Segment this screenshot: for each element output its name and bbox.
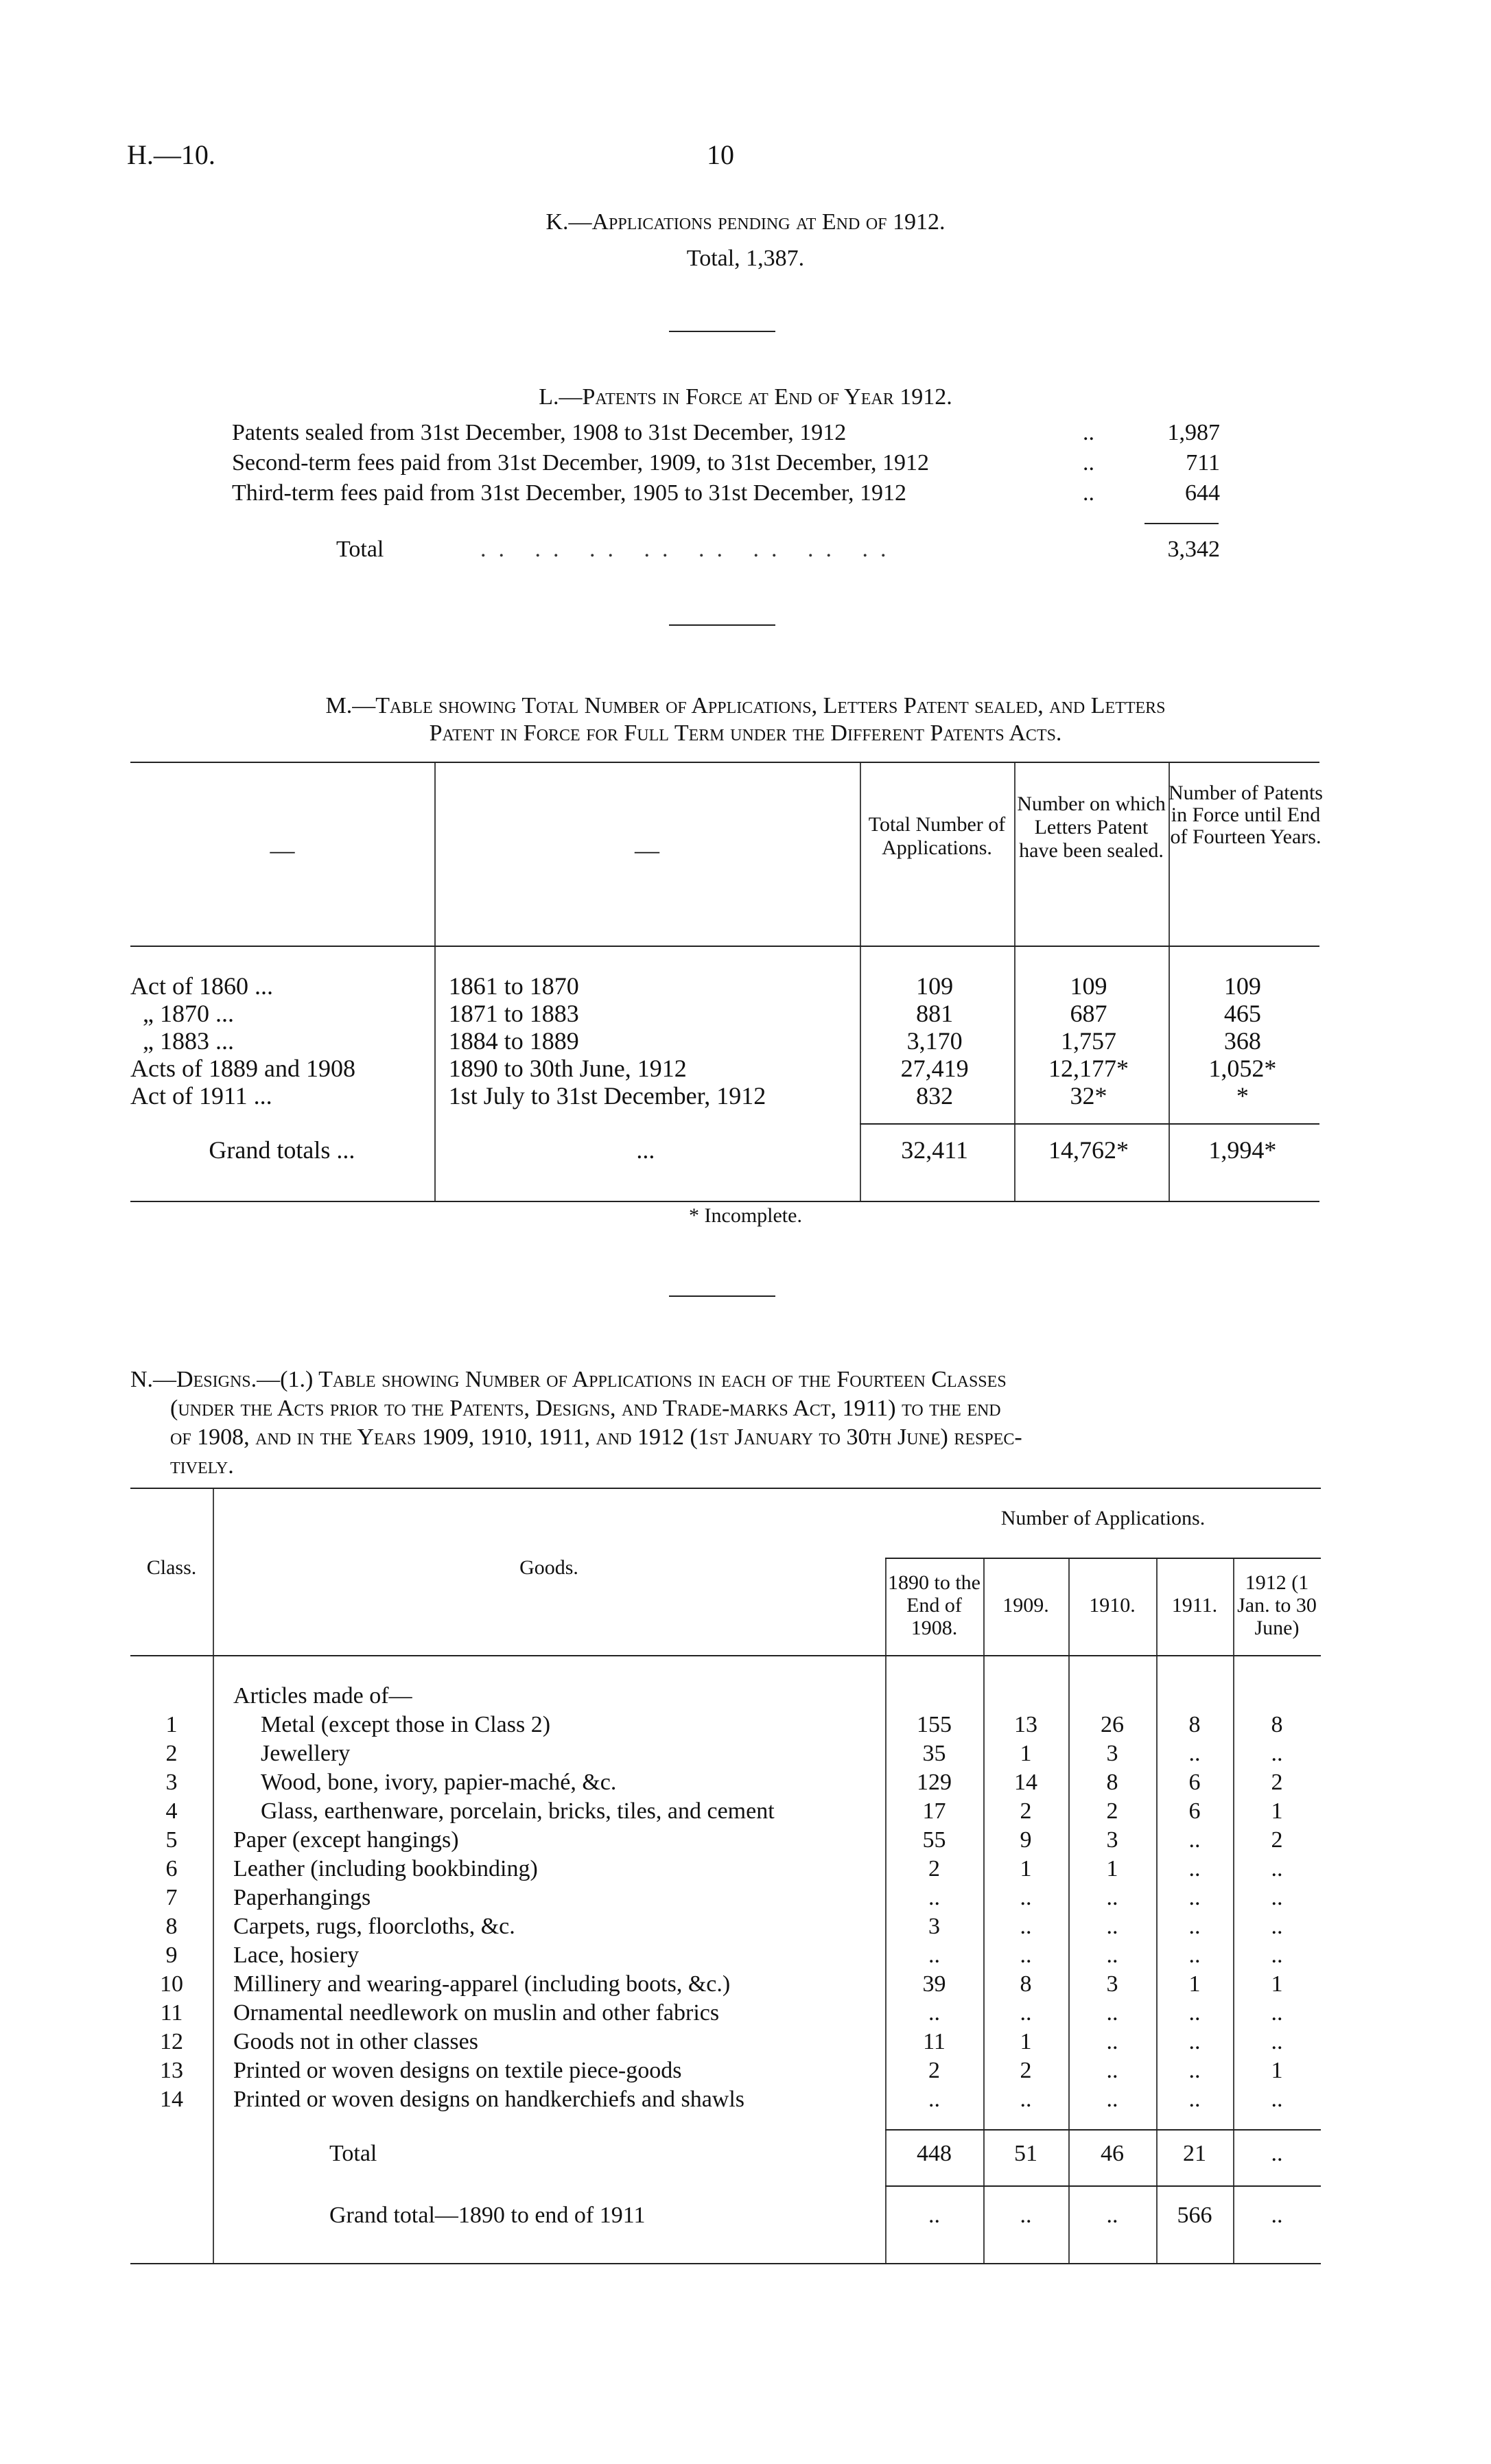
table-n-header-y4: 1911. <box>1171 1594 1218 1617</box>
apps-cell: 27,419 <box>900 1055 969 1082</box>
goods-cell: Printed or woven designs on textile piece-goods <box>233 2058 682 2083</box>
class-cell: 4 <box>165 1798 178 1824</box>
y3-cell: .. <box>1106 2000 1118 2026</box>
class-cell: 6 <box>165 1856 178 1881</box>
goods-cell: Metal (except those in Class 2) <box>261 1712 551 1737</box>
y2-cell: .. <box>1020 1943 1032 1968</box>
y2-cell: 1 <box>1020 2029 1032 2054</box>
y3-cell: 1 <box>1106 1856 1118 1881</box>
period-cell: 1861 to 1870 <box>448 972 579 1000</box>
class-cell: 12 <box>160 2029 183 2054</box>
table-row <box>130 1827 1321 1856</box>
section-m-title-line1: M.—Table showing Total Number of Applications, Letters Patent sealed, and Letters <box>325 693 1166 718</box>
act-cell: „ 1870 ... <box>143 1000 234 1027</box>
y5-cell: 8 <box>1271 1712 1283 1737</box>
y5-cell: 1 <box>1271 1798 1283 1824</box>
section-n-title-line4: tively. <box>170 1453 234 1479</box>
class-cell: 1 <box>165 1712 178 1737</box>
y3-cell: 2 <box>1106 1798 1118 1824</box>
y3-cell: .. <box>1106 2058 1118 2083</box>
table-row <box>130 1081 1319 1109</box>
goods-cell: Printed or woven designs on handkerchiefs and shawls <box>233 2087 745 2112</box>
goods-cell: Leather (including bookbinding) <box>233 1856 538 1881</box>
table-m-grand-row <box>130 1136 1319 1164</box>
y2-cell: .. <box>1020 1914 1032 1939</box>
table-n-header-y5: 1912 (1 Jan. to 30 June) <box>1237 1571 1317 1639</box>
table-row <box>130 2087 1321 2115</box>
y4-cell: .. <box>1188 1856 1201 1881</box>
sum-rule <box>1144 523 1219 524</box>
y3-cell: 3 <box>1106 1971 1118 1997</box>
y2-cell: 1 <box>1020 1856 1032 1881</box>
period-cell: 1871 to 1883 <box>448 1000 579 1027</box>
section-k-title-text: K.—Applications pending at End of 1912. <box>545 209 946 235</box>
y2-cell: 14 <box>1014 1770 1037 1795</box>
section-m-title-line2: Patent in Force for Full Term under the Different Patents Acts. <box>429 720 1062 746</box>
table-row <box>130 2058 1321 2087</box>
grand-sealed: 14,762* <box>1048 1136 1129 1164</box>
total-y3: 46 <box>1101 2141 1124 2166</box>
class-cell: 2 <box>165 1741 178 1766</box>
y2-cell: 8 <box>1020 1971 1032 1997</box>
y5-cell: 1 <box>1271 2058 1283 2083</box>
apps-cell: 3,170 <box>906 1027 963 1055</box>
act-cell: Acts of 1889 and 1908 <box>130 1055 355 1082</box>
y1-cell: 55 <box>922 1827 946 1853</box>
grand-total-y5: .. <box>1271 2203 1283 2228</box>
table-n-header-group: Number of Applications. <box>1000 1507 1206 1529</box>
goods-cell: Lace, hosiery <box>233 1943 360 1968</box>
section-l-row: Third-term fees paid from 31st December, 1905 to 31st December, 1912 .. 644 <box>232 480 1220 511</box>
table-row <box>130 1054 1319 1081</box>
class-cell: 7 <box>165 1885 178 1910</box>
class-cell: 11 <box>160 2000 183 2026</box>
section-l-total-label: Total <box>336 537 384 562</box>
table-row <box>130 1741 1321 1770</box>
y5-cell: .. <box>1271 2087 1283 2112</box>
apps-cell: 832 <box>916 1082 954 1110</box>
section-n-title <box>130 1365 1345 1481</box>
table-row <box>130 972 1319 999</box>
divider <box>669 1295 775 1297</box>
y3-cell: 8 <box>1106 1770 1118 1795</box>
y1-cell: 155 <box>917 1712 952 1737</box>
total-y1: 448 <box>917 2141 952 2166</box>
goods-cell: Ornamental needlework on muslin and other fabrics <box>233 2000 720 2026</box>
table-row <box>130 1712 1321 1741</box>
y1-cell: 17 <box>922 1798 946 1824</box>
y5-cell: 2 <box>1271 1827 1283 1853</box>
sealed-cell: 12,177* <box>1048 1055 1129 1082</box>
goods-cell: Glass, earthenware, porcelain, bricks, tiles, and cement <box>261 1798 775 1824</box>
sealed-cell: 32* <box>1070 1082 1107 1110</box>
table-m-header-col4: Number on which Letters Patent have been sealed. <box>1017 793 1166 862</box>
section-k-title <box>0 209 1491 235</box>
y5-cell: 2 <box>1271 1770 1283 1795</box>
grand-period: ... <box>636 1136 655 1164</box>
table-n-group-rule <box>885 1558 1321 1559</box>
act-cell: „ 1883 ... <box>143 1027 234 1055</box>
table-n-top-rule <box>130 1488 1321 1489</box>
y1-cell: 3 <box>928 1914 940 1939</box>
table-n-sum-rule <box>885 2129 1321 2131</box>
table-n-header-y2: 1909. <box>1002 1594 1049 1617</box>
table-n-header-y3: 1910. <box>1089 1594 1136 1617</box>
y5-cell: .. <box>1271 1914 1283 1939</box>
table-m-header-col3: Total Number of Applications. <box>868 813 1006 859</box>
force-cell: * <box>1236 1082 1249 1110</box>
table-row <box>130 999 1319 1026</box>
table-row <box>130 1971 1321 2000</box>
y3-cell: .. <box>1106 1885 1118 1910</box>
table-row <box>130 1914 1321 1943</box>
page-number: 10 <box>707 139 734 170</box>
table-m-sum-rule <box>860 1123 1319 1125</box>
table-m-bottom-rule <box>130 1201 1319 1202</box>
y1-cell: 35 <box>922 1741 946 1766</box>
divider <box>669 331 775 332</box>
section-l-row-label: Third-term fees paid from 31st December, 1905 to 31st December, 1912 <box>232 480 906 506</box>
y4-cell: .. <box>1188 1914 1201 1939</box>
y5-cell: 1 <box>1271 1971 1283 1997</box>
goods-cell: Paper (except hangings) <box>233 1827 459 1853</box>
class-cell: 9 <box>165 1943 178 1968</box>
table-row <box>130 1798 1321 1827</box>
y4-cell: 6 <box>1188 1770 1201 1795</box>
y2-cell: .. <box>1020 2000 1032 2026</box>
goods-cell: Carpets, rugs, floorcloths, &c. <box>233 1914 515 1939</box>
table-n-bottom-rule <box>130 2263 1321 2264</box>
table-m-header-col2: — <box>635 836 659 864</box>
sealed-cell: 109 <box>1070 972 1107 1000</box>
y1-cell: .. <box>928 2087 940 2112</box>
y1-cell: 129 <box>917 1770 952 1795</box>
total-y4: 21 <box>1183 2141 1206 2166</box>
section-l-row-label: Patents sealed from 31st December, 1908 to 31st December, 1912 <box>232 420 847 445</box>
act-cell: Act of 1911 ... <box>130 1082 272 1110</box>
section-l-row-value: 644 <box>1185 480 1220 506</box>
section-l-title: L.—Patents in Force at End of Year 1912. <box>539 384 952 410</box>
total-y2: 51 <box>1014 2141 1037 2166</box>
grand-total-y2: .. <box>1020 2203 1032 2228</box>
grand-total-y3: .. <box>1106 2203 1118 2228</box>
goods-cell: Wood, bone, ivory, papier-maché, &c. <box>261 1770 617 1795</box>
y5-cell: .. <box>1271 2029 1283 2054</box>
y2-cell: 2 <box>1020 1798 1032 1824</box>
section-n-title-line3: of 1908, and in the Years 1909, 1910, 1911, and 1912 (1st January to 30th June) respec- <box>170 1424 1022 1450</box>
sealed-cell: 1,757 <box>1061 1027 1116 1055</box>
y3-cell: .. <box>1106 2087 1118 2112</box>
total-y5: .. <box>1271 2141 1283 2166</box>
table-m-body <box>130 972 1319 1109</box>
y4-cell: 6 <box>1188 1798 1201 1824</box>
force-cell: 1,052* <box>1208 1055 1277 1082</box>
y1-cell: 39 <box>922 1971 946 1997</box>
class-cell: 8 <box>165 1914 178 1939</box>
y2-cell: .. <box>1020 1885 1032 1910</box>
y1-cell: .. <box>928 1885 940 1910</box>
section-l-row-value: 711 <box>1186 450 1220 476</box>
sealed-cell: 687 <box>1070 1000 1107 1027</box>
table-m-footnote: * Incomplete. <box>689 1204 802 1227</box>
y4-cell: .. <box>1188 2087 1201 2112</box>
y4-cell: .. <box>1188 1827 1201 1853</box>
table-n-grand-total-row <box>130 2203 1321 2229</box>
y4-cell: .. <box>1188 1741 1201 1766</box>
section-l-row: Patents sealed from 31st December, 1908 to 31st December, 1912 .. 1,987 <box>232 420 1220 450</box>
y2-cell: 1 <box>1020 1741 1032 1766</box>
period-cell: 1st July to 31st December, 1912 <box>448 1082 766 1110</box>
y2-cell: .. <box>1020 2087 1032 2112</box>
act-cell: Act of 1860 ... <box>130 972 273 1000</box>
table-row <box>130 1770 1321 1798</box>
section-k-total: Total, 1,387. <box>686 246 805 271</box>
section-l-row: Second-term fees paid from 31st December, 1909, to 31st December, 1912 .. 711 <box>232 450 1220 480</box>
y2-cell: 13 <box>1014 1712 1037 1737</box>
y5-cell: .. <box>1271 2000 1283 2026</box>
section-n-title-line1: N.—Designs.—(1.) Table showing Number of Applications in each of the Fourteen Classes <box>130 1367 1007 1392</box>
table-row <box>130 1856 1321 1885</box>
section-l-total-value: 3,342 <box>1167 537 1220 562</box>
table-n-total-row <box>130 2141 1321 2167</box>
y1-cell: 2 <box>928 2058 940 2083</box>
running-head: H.—10. <box>127 139 215 170</box>
goods-cell: Millinery and wearing-apparel (including boots, &c.) <box>233 1971 731 1997</box>
goods-cell: Jewellery <box>261 1741 351 1766</box>
table-n-header-y1: 1890 to the End of 1908. <box>888 1571 981 1639</box>
table-m-header-col1: — <box>270 836 295 864</box>
y3-cell: 3 <box>1106 1741 1118 1766</box>
force-cell: 465 <box>1223 1000 1261 1027</box>
period-cell: 1884 to 1889 <box>448 1027 579 1055</box>
table-row <box>130 1943 1321 1971</box>
y3-cell: 3 <box>1106 1827 1118 1853</box>
y1-cell: .. <box>928 2000 940 2026</box>
y5-cell: .. <box>1271 1885 1283 1910</box>
divider <box>669 624 775 626</box>
table-n-sum-rule <box>885 2185 1321 2187</box>
y3-cell: .. <box>1106 1914 1118 1939</box>
y4-cell: .. <box>1188 1885 1201 1910</box>
section-l-row-value: 1,987 <box>1167 420 1220 445</box>
period-cell: 1890 to 30th June, 1912 <box>448 1055 687 1082</box>
y5-cell: .. <box>1271 1856 1283 1881</box>
grand-apps: 32,411 <box>901 1136 968 1164</box>
y4-cell: .. <box>1188 2000 1201 2026</box>
y3-cell: .. <box>1106 2029 1118 2054</box>
table-n-body <box>130 1712 1321 2115</box>
table-row <box>130 1885 1321 1914</box>
total-label: Total <box>329 2141 377 2166</box>
grand-total-y4: 566 <box>1177 2203 1212 2228</box>
class-cell: 13 <box>160 2058 183 2083</box>
y1-cell: 11 <box>923 2029 946 2054</box>
y4-cell: .. <box>1188 1943 1201 1968</box>
section-l-row-label: Second-term fees paid from 31st December, 1909, to 31st December, 1912 <box>232 450 930 476</box>
y1-cell: .. <box>928 1943 940 1968</box>
class-cell: 10 <box>160 1971 183 1997</box>
apps-cell: 881 <box>916 1000 954 1027</box>
section-n-title-line2: (under the Acts prior to the Patents, Designs, and Trade-marks Act, 1911) to the end <box>170 1396 1001 1421</box>
force-cell: 109 <box>1223 972 1261 1000</box>
table-m-top-rule <box>130 762 1319 763</box>
y2-cell: 2 <box>1020 2058 1032 2083</box>
table-n-header-rule <box>130 1655 1321 1656</box>
table-m-header-rule <box>130 946 1319 947</box>
table-n-header-class: Class. <box>146 1556 197 1579</box>
grand-total-y1: .. <box>928 2203 940 2228</box>
force-cell: 368 <box>1223 1027 1261 1055</box>
goods-cell: Goods not in other classes <box>233 2029 478 2054</box>
grand-label: Grand totals ... <box>209 1136 355 1164</box>
section-l-list <box>232 420 1220 511</box>
y4-cell: .. <box>1188 2058 1201 2083</box>
y4-cell: 1 <box>1188 1971 1201 1997</box>
grand-total-label: Grand total—1890 to end of 1911 <box>329 2203 646 2228</box>
table-m-header-col5: Number of Patents in Force until End of Fourteen Years. <box>1169 782 1323 848</box>
goods-cell: Paperhangings <box>233 1885 371 1910</box>
class-cell: 5 <box>165 1827 178 1853</box>
class-cell: 14 <box>160 2087 183 2112</box>
table-row <box>130 2029 1321 2058</box>
table-row <box>130 2000 1321 2029</box>
class-cell: 3 <box>165 1770 178 1795</box>
y5-cell: .. <box>1271 1741 1283 1766</box>
y4-cell: 8 <box>1188 1712 1201 1737</box>
y5-cell: .. <box>1271 1943 1283 1968</box>
y3-cell: .. <box>1106 1943 1118 1968</box>
table-n-group-label: Articles made of— <box>233 1683 412 1709</box>
apps-cell: 109 <box>916 972 954 1000</box>
section-l-total: Total .. .. .. .. .. .. .. .. 3,342 <box>336 537 1220 562</box>
y2-cell: 9 <box>1020 1827 1032 1853</box>
table-row <box>130 1026 1319 1054</box>
grand-force: 1,994* <box>1208 1136 1277 1164</box>
y1-cell: 2 <box>928 1856 940 1881</box>
y4-cell: .. <box>1188 2029 1201 2054</box>
y3-cell: 26 <box>1101 1712 1124 1737</box>
table-n-header-goods: Goods. <box>519 1556 578 1579</box>
